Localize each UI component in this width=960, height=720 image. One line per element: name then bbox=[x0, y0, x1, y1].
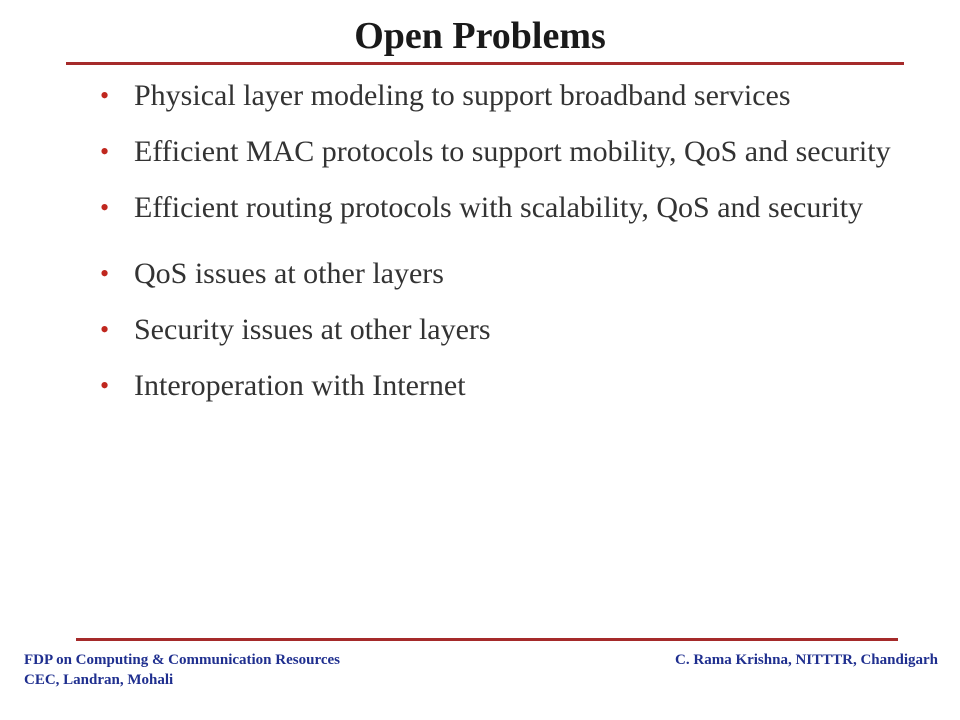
bullet-text: Physical layer modeling to support broadband services bbox=[134, 79, 791, 112]
footer-venue-label: CEC, Landran, Mohali bbox=[24, 672, 174, 688]
title-divider bbox=[66, 62, 904, 65]
bullet-item bbox=[100, 132, 900, 172]
bullet-text: Efficient routing protocols with scalability, QoS and security bbox=[134, 191, 864, 224]
footer-divider bbox=[76, 638, 898, 641]
bullet-item bbox=[100, 76, 900, 116]
footer-program-label: FDP on Computing & Communication Resources bbox=[24, 652, 340, 668]
bullet-dot-icon: • bbox=[100, 315, 110, 344]
bullet-item bbox=[100, 254, 900, 294]
bullet-text: Interoperation with Internet bbox=[134, 369, 466, 402]
slide-title: Open Problems bbox=[354, 15, 606, 57]
bullet-item bbox=[100, 366, 900, 406]
bullet-dot-icon: • bbox=[100, 137, 110, 166]
bullet-item bbox=[100, 188, 900, 228]
bullet-text: Efficient MAC protocols to support mobility, QoS and security bbox=[134, 135, 891, 168]
footer-author-label: C. Rama Krishna, NITTTR, Chandigarh bbox=[675, 652, 938, 668]
bullet-list bbox=[100, 76, 900, 422]
bullet-dot-icon: • bbox=[100, 371, 110, 400]
bullet-text: QoS issues at other layers bbox=[134, 257, 444, 290]
bullet-item bbox=[100, 310, 900, 350]
bullet-text: Security issues at other layers bbox=[134, 313, 491, 346]
bullet-dot-icon: • bbox=[100, 259, 110, 288]
footer-left bbox=[24, 650, 340, 690]
bullet-dot-icon: • bbox=[100, 81, 110, 110]
bullet-dot-icon: • bbox=[100, 193, 110, 222]
